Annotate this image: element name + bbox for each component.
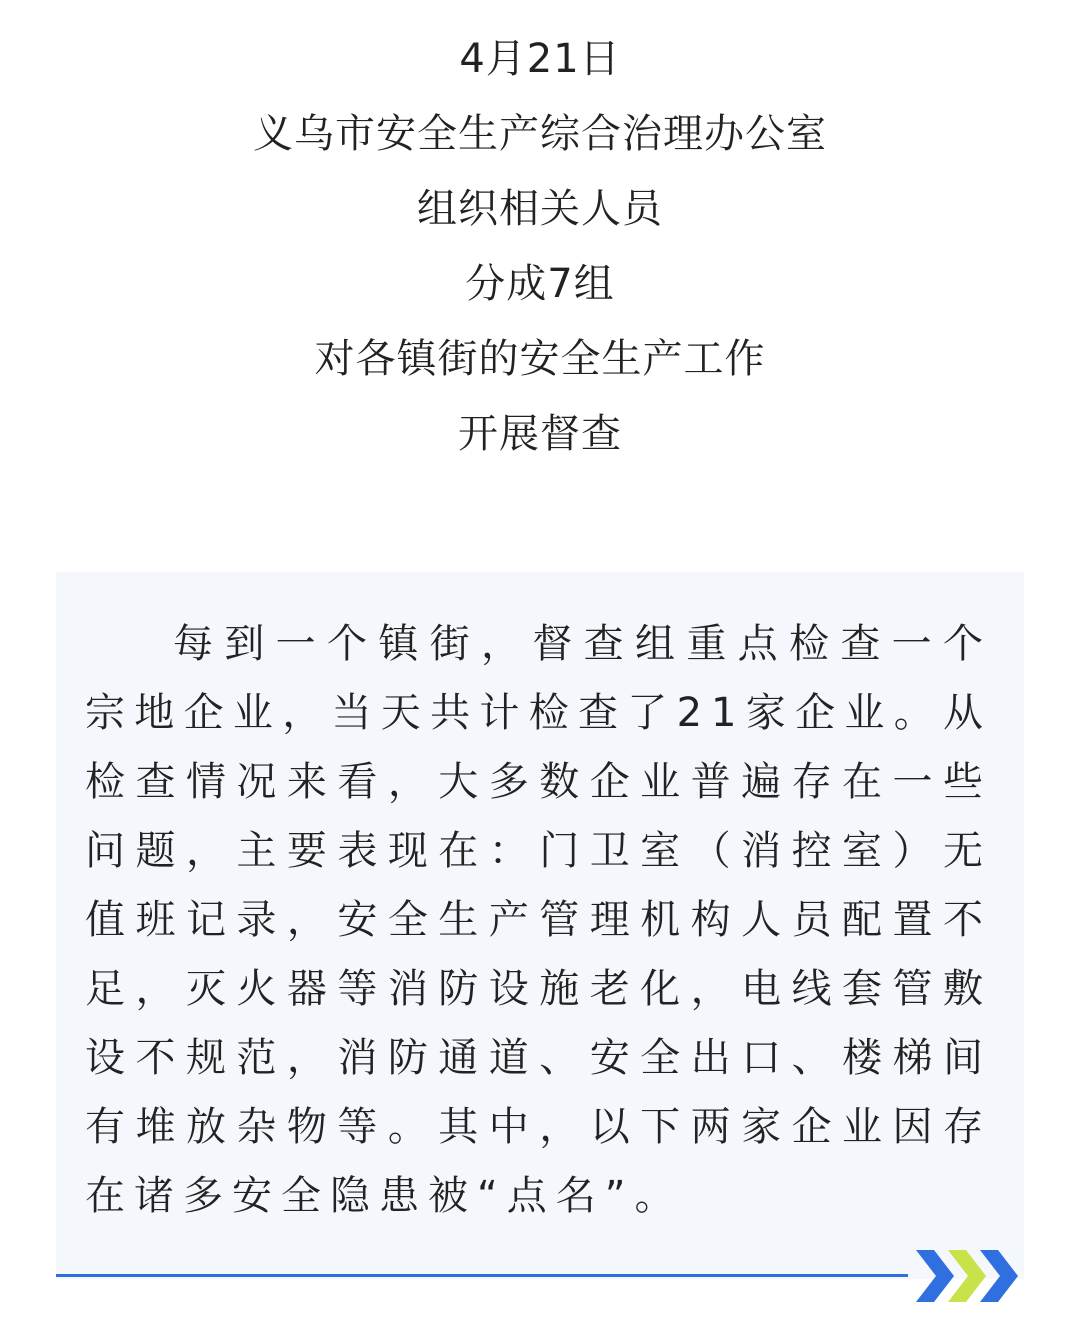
intro-line-office: 义乌市安全生产综合治理办公室	[253, 111, 827, 157]
triple-chevron-right-icon	[912, 1246, 1024, 1306]
intro-line-groups: 分成7组	[465, 261, 615, 307]
intro-line-date: 4月21日	[459, 36, 621, 82]
quote-paragraph: 每到一个镇街，督查组重点检查一个宗地企业，当天共计检查了21家企业。从检查情况来看，大多数企业普遍存在一些问题，主要表现在：门卫室（消控室）无值班记录，安全生产管理机构人员配置不足，灭火器等消防设施老化，电线套管敷设不规范，消防通道、安全出口、楼梯间有堆放杂物等。其中，以下两家企业因存在诸多安全隐患被“点名”。	[85, 621, 992, 1219]
chevron-right-icon	[916, 1250, 954, 1302]
intro-heading	[0, 22, 1080, 472]
intro-line-organize: 组织相关人员	[417, 186, 663, 232]
bottom-divider	[56, 1274, 908, 1277]
quote-box	[56, 572, 1024, 1279]
intro-line-target: 对各镇街的安全生产工作	[314, 336, 766, 382]
intro-line-action: 开展督查	[458, 411, 622, 457]
